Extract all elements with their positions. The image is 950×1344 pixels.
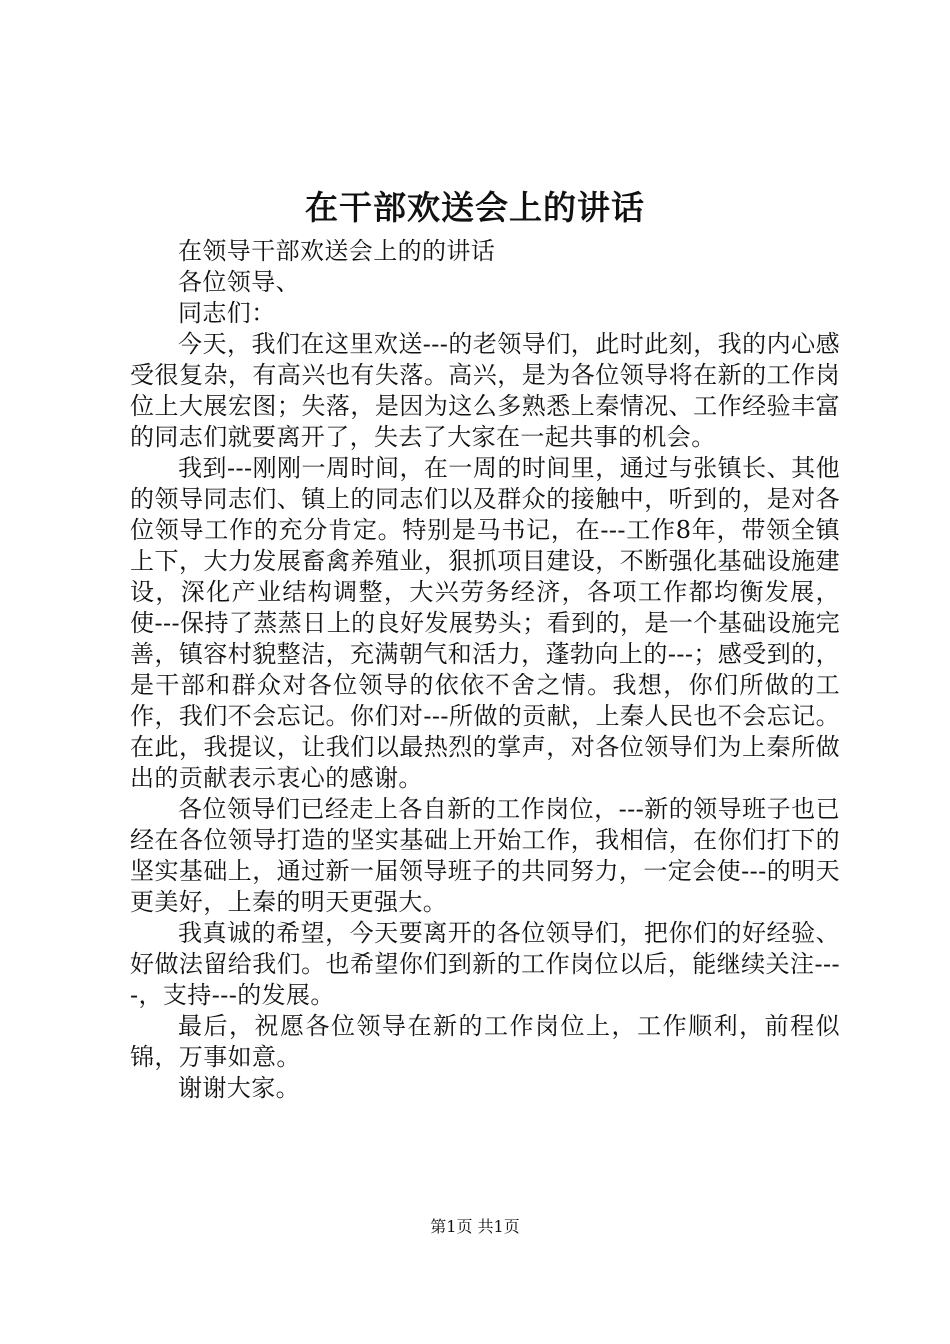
paragraph-salutation-comrades: 同志们： <box>178 299 276 327</box>
document-body <box>130 236 840 1104</box>
document-title: 在干部欢送会上的讲话 <box>305 188 645 227</box>
paragraph-new-team: 各位领导们已经走上各自新的工作岗位，---新的领导班子也已经在各位领导打造的坚实基础上开始工作，我相信，在你们打下的坚实基础上，通过新一届领导班子的共同努力，一定会使---的明天更美好，上秦的明天更强大。 <box>130 795 840 916</box>
paragraph-wishes: 最后，祝愿各位领导在新的工作岗位上，工作顺利，前程似锦，万事如意。 <box>130 1012 840 1071</box>
paragraph-subtitle: 在领导干部欢送会上的的讲话 <box>178 237 496 265</box>
paragraph-salutation-leaders: 各位领导、 <box>178 268 300 296</box>
paragraph-thanks: 谢谢大家。 <box>178 1074 300 1102</box>
paragraph-opening: 今天，我们在这里欢送---的老领导们，此时此刻，我的内心感受很复杂，有高兴也有失落。高兴，是为各位领导将在新的工作岗位上大展宏图；失落，是因为这么多熟悉上秦情况、工作经验丰富的同志们就要离开了，失去了大家在一起共事的机会。 <box>130 330 840 451</box>
paragraph-achievements: 我到---刚刚一周时间，在一周的时间里，通过与张镇长、其他的领导同志们、镇上的同志们以及群众的接触中，听到的，是对各位领导工作的充分肯定。特别是马书记，在---工作8年，带领全镇上下，大力发展畜禽养殖业，狠抓项目建设，不断强化基础设施建设，深化产业结构调整，大兴劳务经济，各项工作都均衡发展，使---保持了蒸蒸日上的良好发展势头；看到的，是一个基础设施完善，镇容村貌整洁，充满朝气和活力，蓬勃向上的---；感受到的，是干部和群众对各位领导的依依不舍之情。我想，你们所做的工作，我们不会忘记。你们对---所做的贡献，上秦人民也不会忘记。在此，我提议，让我们以最热烈的掌声，对各位领导们为上秦所做出的贡献表示衷心的感谢。 <box>130 454 840 792</box>
paragraph-hope: 我真诚的希望，今天要离开的各位领导们，把你们的好经验、好做法留给我们。也希望你们到新的工作岗位以后，能继续关注----，支持---的发展。 <box>130 919 840 1009</box>
page-footer: 第1页 共1页 <box>430 1217 520 1236</box>
